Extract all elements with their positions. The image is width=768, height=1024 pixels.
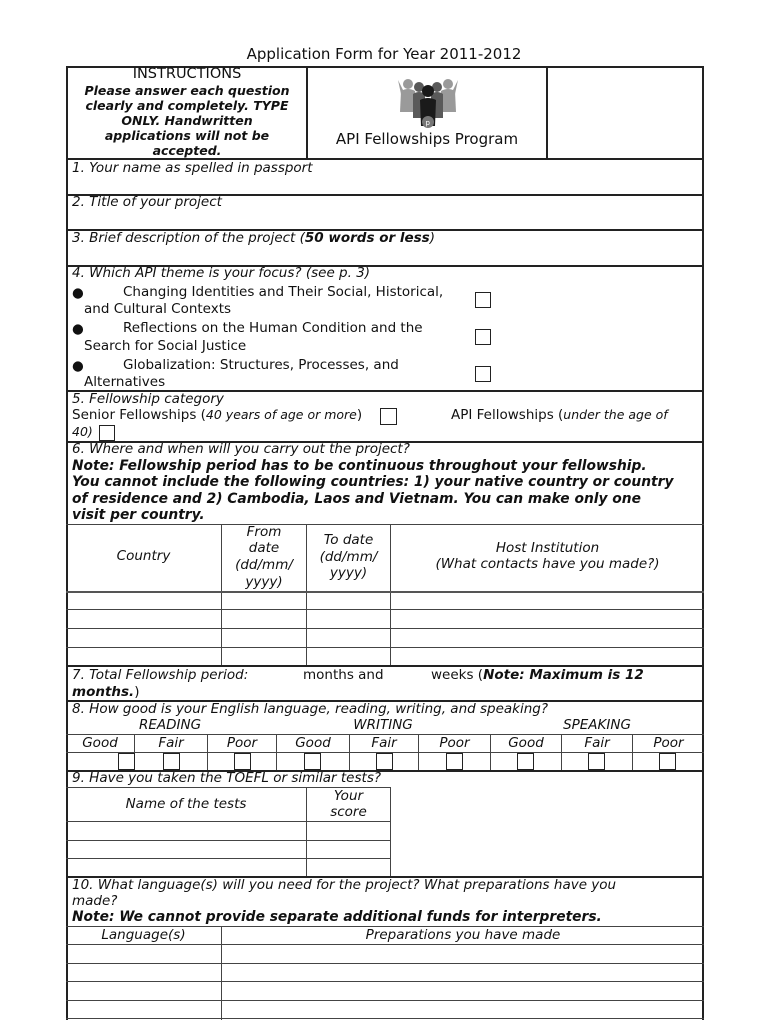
col-test-name: Name of the tests <box>125 796 247 812</box>
table-line <box>66 609 704 610</box>
table-line <box>66 1000 704 1001</box>
table-line <box>66 628 704 629</box>
header-divider <box>546 66 548 159</box>
col-to: (dd/mm/ <box>319 549 378 565</box>
q6-note-line: visit per country. <box>72 507 205 523</box>
instructions-line: clearly and completely. TYPE <box>85 98 289 113</box>
col-host: (What contacts have you made?) <box>435 556 660 572</box>
table-line <box>66 840 390 841</box>
api-note: under the age of <box>563 407 668 422</box>
q3-word-limit: 50 words or less <box>304 230 430 246</box>
q6-note-line: You cannot include the following countries: 1) your native country or country <box>72 474 674 490</box>
q7-label: 7. Total Fellowship period: <box>72 667 249 683</box>
q10-note: Note: We cannot provide separate additional funds for interpreters. <box>72 909 602 925</box>
q8-label: 8. How good is your English language, reading, writing, and speaking? <box>72 701 549 717</box>
q1-label: 1. Your name as spelled in passport <box>72 160 313 176</box>
level-poor: Poor <box>226 735 258 751</box>
col-to: yyyy) <box>329 565 368 581</box>
speaking-fair-checkbox[interactable] <box>588 753 605 770</box>
writing-good-checkbox[interactable] <box>304 753 321 770</box>
level-poor: Poor <box>439 735 470 751</box>
level-fair: Fair <box>158 735 184 751</box>
theme-1-line2: and Cultural Contexts <box>84 301 232 317</box>
level-good: Good <box>295 735 331 751</box>
senior-close: ) <box>356 407 363 423</box>
theme-2-line1: Reflections on the Human Condition and the <box>123 320 423 336</box>
col-language: Language(s) <box>101 927 186 943</box>
api-label: API Fellowships ( <box>451 407 564 423</box>
q7-close: ) <box>134 684 140 700</box>
col-from: From <box>246 524 282 540</box>
q7-note: Note: Maximum is 12 <box>483 667 644 683</box>
col-to: To date <box>323 532 374 548</box>
form-title: Application Form for Year 2011-2012 <box>246 45 522 63</box>
group-writing: WRITING <box>353 717 413 733</box>
group-reading: READING <box>138 717 202 733</box>
reading-good-checkbox[interactable] <box>118 753 135 770</box>
theme-3-checkbox[interactable] <box>475 366 491 382</box>
q3-close: ) <box>429 230 435 246</box>
level-good: Good <box>82 735 118 751</box>
api-fellowship-option <box>451 407 668 424</box>
theme-2-line2: Search for Social Justice <box>84 338 247 354</box>
group-speaking: SPEAKING <box>563 717 631 733</box>
q5-label: 5. Fellowship category <box>72 391 224 407</box>
senior-fellowship-option <box>72 407 362 424</box>
q10-label-line: made? <box>72 893 118 909</box>
col-host: Host Institution <box>495 540 600 556</box>
col-from: (dd/mm/ <box>235 557 293 573</box>
q2-label: 2. Title of your project <box>72 194 222 210</box>
q3-label <box>72 230 435 247</box>
senior-note: 40 years of age or more <box>205 407 357 422</box>
q7-note2-text: months. <box>72 684 135 700</box>
instructions-line: Please answer each question <box>84 83 290 98</box>
q7-weeks <box>431 667 644 684</box>
q7-months: months and <box>303 667 384 683</box>
table-line <box>66 963 704 964</box>
api-note-2: 40) <box>72 424 93 439</box>
reading-fair-checkbox[interactable] <box>163 753 180 770</box>
senior-fellowship-checkbox[interactable] <box>380 408 397 425</box>
bullet-icon: ● <box>72 358 84 374</box>
theme-1-checkbox[interactable] <box>475 292 491 308</box>
level-poor: Poor <box>653 735 684 751</box>
api-fellowship-checkbox[interactable] <box>99 425 115 441</box>
q4-label: 4. Which API theme is your focus? (see p. 3) <box>72 265 371 281</box>
col-score: score <box>330 804 367 820</box>
level-fair: Fair <box>584 735 610 751</box>
instructions-line: ONLY. Handwritten <box>121 113 253 128</box>
speaking-good-checkbox[interactable] <box>517 753 534 770</box>
instructions-line: accepted. <box>152 143 222 158</box>
q7-note2 <box>72 684 139 701</box>
q6-note-line: of residence and 2) Cambodia, Laos and Vietnam. You can make only one <box>72 491 641 507</box>
theme-1-line1: Changing Identities and Their Social, Historical, <box>123 284 444 300</box>
writing-poor-checkbox[interactable] <box>446 753 463 770</box>
col-preparations: Preparations you have made <box>365 927 561 943</box>
table-line <box>66 858 390 859</box>
level-fair: Fair <box>371 735 397 751</box>
table-line <box>66 944 704 945</box>
col-from: date <box>248 540 280 556</box>
table-line <box>66 647 704 648</box>
q6-label: 6. Where and when will you carry out the project? <box>72 441 410 457</box>
col-country: Country <box>116 548 171 564</box>
instructions-heading: INSTRUCTIONS <box>132 66 242 82</box>
theme-2-checkbox[interactable] <box>475 329 491 345</box>
table-line <box>66 821 390 822</box>
svg-text:p: p <box>425 119 430 127</box>
theme-3-line1: Globalization: Structures, Processes, and <box>123 357 399 373</box>
api-people-logo-icon <box>396 74 460 132</box>
speaking-poor-checkbox[interactable] <box>659 753 676 770</box>
q6-note-line: Note: Fellowship period has to be continuous throughout your fellowship. <box>72 458 647 474</box>
theme-3-line2: Alternatives <box>84 374 166 390</box>
bullet-icon: ● <box>72 321 84 337</box>
q3-label-text: 3. Brief description of the project ( <box>72 230 305 246</box>
table-line <box>66 1018 704 1019</box>
reading-poor-checkbox[interactable] <box>234 753 251 770</box>
q10-label-line: 10. What language(s) will you need for the project? What preparations have you <box>72 877 617 893</box>
table-line <box>66 591 704 593</box>
q7-weeks-text: weeks ( <box>431 667 484 683</box>
level-good: Good <box>508 735 544 751</box>
program-name: API Fellowships Program <box>335 130 519 148</box>
col-from: yyyy) <box>245 574 283 590</box>
table-line <box>66 981 704 982</box>
table-line <box>66 524 704 525</box>
table-col-line <box>390 787 391 877</box>
bullet-icon: ● <box>72 285 84 301</box>
col-score: Your <box>333 788 364 804</box>
writing-fair-checkbox[interactable] <box>376 753 393 770</box>
senior-label: Senior Fellowships ( <box>72 407 206 423</box>
instructions-line: applications will not be <box>104 128 270 143</box>
q9-label: 9. Have you taken the TOEFL or similar tests? <box>72 770 382 786</box>
